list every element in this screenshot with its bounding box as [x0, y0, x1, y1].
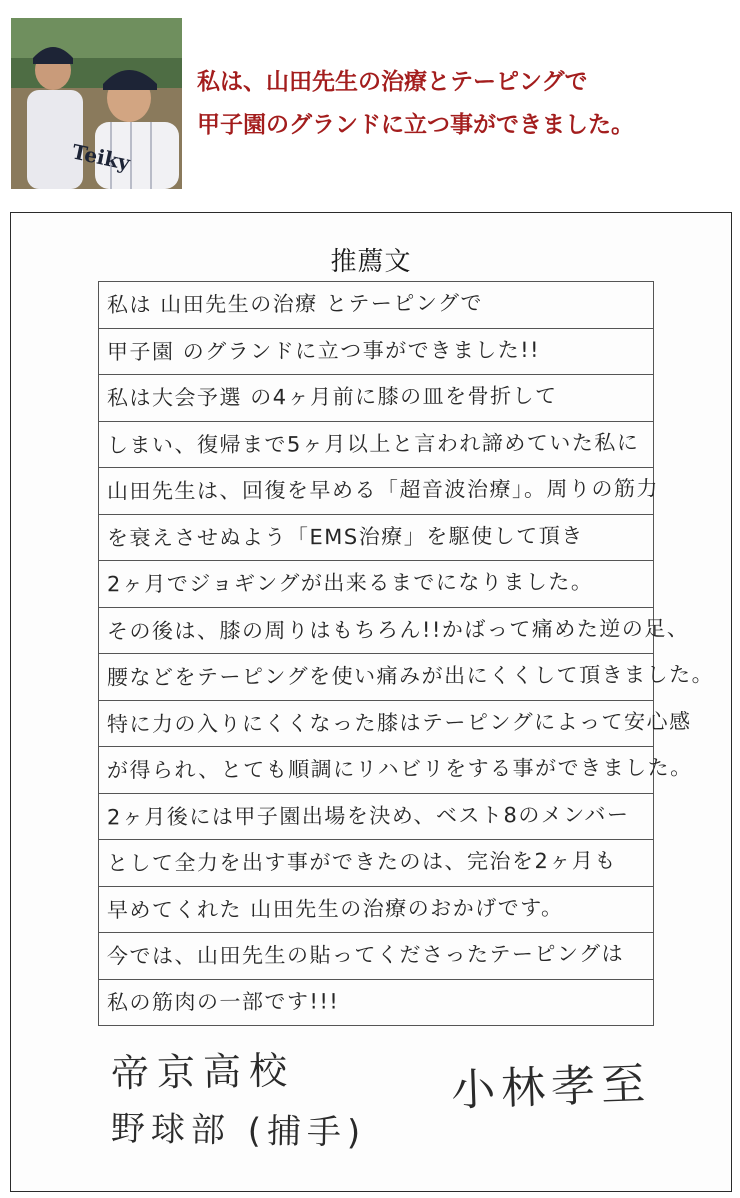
letter-line	[98, 654, 715, 701]
letter-line-text: その後は、膝の周りはもちろん!!かばって痛めた逆の足、	[106, 615, 690, 644]
letter-line-text: として全力を出す事ができたのは、完治を2ヶ月も	[106, 848, 617, 876]
signature-name: 小林孝至	[450, 1058, 652, 1117]
letter-line	[98, 608, 690, 655]
letter-line-text: が得られ、とても順調にリハビリをする事ができました。	[106, 755, 693, 783]
letter-line-text: 腰などをテーピングを使い痛みが出にくくして頂きました。	[106, 662, 715, 690]
headline-line-1: 私は、山田先生の治療とテーピングで	[197, 68, 588, 95]
letter-line-text: 山田先生は、回復を早める「超音波治療」。周りの筋力	[106, 476, 660, 504]
letter-line-text: 2ヶ月後には甲子園出場を決め、ベスト8のメンバー	[106, 802, 630, 829]
photo-illustration	[11, 18, 182, 189]
letter-lines	[98, 281, 715, 1026]
baseball-players-photo	[11, 18, 182, 189]
letter-title: 推薦文	[330, 247, 412, 277]
letter-line-text: 私は大会予選 の4ヶ月前に膝の皿を骨折して	[106, 383, 558, 411]
letter-line-text: 今では、山田先生の貼ってくださったテーピングは	[106, 941, 625, 969]
letter-line-text: 私の筋肉の一部です!!!	[106, 988, 340, 1015]
letter-line-text: 2ヶ月でジョギングが出来るまでになりました。	[106, 569, 594, 597]
letter-line	[98, 329, 654, 376]
signature-club: 野球部 (捕手)	[110, 1108, 367, 1154]
letter-line	[98, 887, 654, 934]
headline	[197, 60, 737, 146]
letter-line	[98, 375, 654, 422]
headline-line-2: 甲子園のグランドに立つ事ができました。	[197, 111, 634, 138]
letter-line-text: 早めてくれた 山田先生の治療のおかげです。	[106, 895, 564, 922]
letter-line	[98, 561, 654, 608]
letter-line	[98, 840, 654, 887]
letter-line	[98, 747, 693, 794]
letter-line	[98, 468, 660, 515]
letter-line	[98, 794, 654, 841]
recommendation-letter	[10, 212, 732, 1192]
letter-line-text: を衰えさせぬよう「EMS治療」を駆使して頂き	[106, 523, 584, 550]
signature-school: 帝京高校	[110, 1048, 296, 1096]
letter-line	[98, 933, 654, 980]
letter-line-text: 甲子園 のグランドに立つ事ができました!!	[106, 337, 541, 364]
letter-line-text: しまい、復帰まで5ヶ月以上と言われ諦めていた私に	[106, 430, 640, 457]
letter-line	[98, 422, 654, 469]
letter-line	[98, 282, 654, 329]
letter-line-text: 特に力の入りにくくなった膝はテーピングによって安心感	[106, 708, 692, 737]
uniform-text: Teiky	[69, 139, 133, 176]
letter-line	[98, 515, 654, 562]
letter-line-text: 私は 山田先生の治療 とテーピングで	[106, 291, 484, 317]
letter-line	[98, 701, 692, 748]
letter-line	[98, 980, 654, 1027]
